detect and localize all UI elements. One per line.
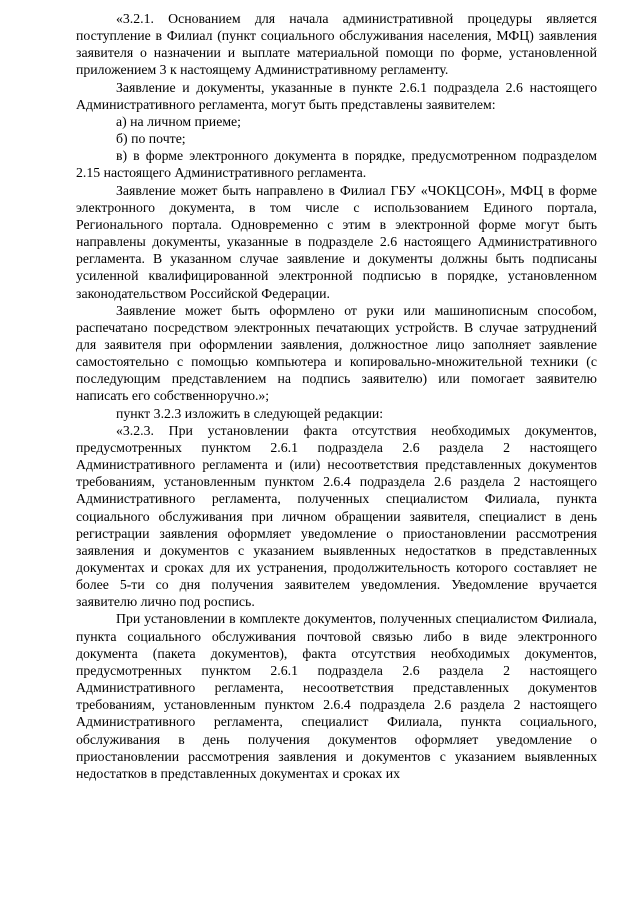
paragraph-submission-methods: Заявление и документы, указанные в пункте 2.6.1 подраздела 2.6 настоящего Административного регламента, могут быть представлены заявителем: [76, 79, 597, 112]
paragraph-postal-electronic: При установлении в комплекте документов, полученных специалистом Филиала, пункта социального обслуживания почтовой связью либо в виде электронного документа (пакета документов), факта отсутствия необходимых документов, предусмотренных пунктом 2.6.1 подраздела 2.6 раздела 2 настоящего Административного регламента, несоответствия представленных документов требованиям, установленным пунктом 2.6.4 подраздела 2.6 раздела 2 настоящего Административного регламента, специалист Филиала, пункта социального, обслуживания в день получения документов оформляет уведомление о приостановлении рассмотрения заявления и документов с указанием выявленных недостатков в представленных документах и сроках их [76, 611, 597, 781]
list-item-b: б) по почте; [116, 131, 186, 147]
list-item-a: а) на личном приеме; [116, 113, 242, 129]
document-page [76, 10, 597, 782]
list-item-v: в) в форме электронного документа в порядке, предусмотренном подразделом 2.15 настоящего Административного регламента. [76, 148, 597, 181]
paragraph-3-2-1: «3.2.1. Основанием для начала административной процедуры является поступление в Филиал (пункт социального обслуживания населения, МФЦ) заявления заявителя о назначении и выплате материальной помощи по форме, установленной приложением 3 к настоящему Административному регламенту. [76, 11, 597, 78]
paragraph-handwritten-form: Заявление может быть оформлено от руки или машинописным способом, распечатано посредством электронных печатающих устройств. В случае затруднений для заявителя при оформлении заявления, должностное лицо заполняет заявление самостоятельно с помощью компьютера и копировально-множительной техники (с последующим представлением на подпись заявителю) или помогает заявителю написать его собственноручно.»; [76, 302, 597, 404]
paragraph-electronic-form: Заявление может быть направлено в Филиал ГБУ «ЧОКЦСОН», МФЦ в форме электронного документа, в том числе с использованием Единого портала, Регионального портала. Одновременно с этим в электронной форме могут быть направлены документы, указанные в подразделе 2.6 настоящего Административного регламента. В указанном случае заявление и документы должны быть подписаны усиленной квалифицированной электронной подписью в порядке, установленном законодательством Российской Федерации. [76, 182, 597, 301]
paragraph-3-2-3: «3.2.3. При установлении факта отсутствия необходимых документов, предусмотренных пунктом 2.6.1 подраздела 2.6 раздела 2 настоящего Административного регламента и (или) несоответствия представленных документов требованиям, установленным пунктом 2.6.4 подраздела 2.6 раздела 2 настоящего Административного регламента, полученных специалистом Филиала, пункта социального обслуживания при личном обращении заявителя, специалист в день регистрации заявления оформляет уведомление о приостановлении рассмотрения заявления и документов с указанием выявленных недостатков в представленных документах и сроках для их устранения, продолжительность которого составляет не более 5-ти со дня получения заявителем уведомления. Уведомление вручается заявителю лично под роспись. [76, 422, 597, 610]
paragraph-amendment-intro: пункт 3.2.3 изложить в следующей редакции: [116, 405, 384, 421]
